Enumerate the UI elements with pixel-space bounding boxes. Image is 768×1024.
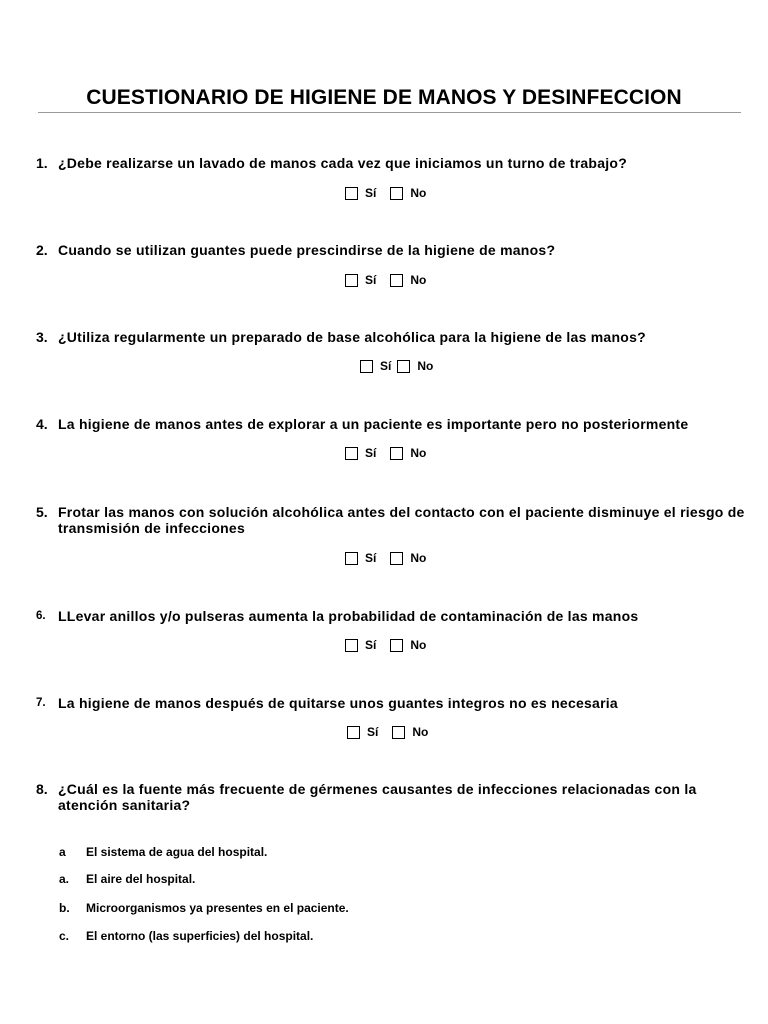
yes-label: Sí xyxy=(365,638,377,652)
yes-label: Sí xyxy=(367,725,379,739)
question-5 xyxy=(36,504,746,536)
checkbox-yes[interactable] xyxy=(360,360,373,373)
answer-text: El entorno (las superficies) del hospital. xyxy=(86,929,314,943)
question-text: Frotar las manos con solución alcohólica antes del contacto con el paciente disminuye el riesgo de transmisión de infecciones xyxy=(58,504,745,536)
no-label: No xyxy=(410,638,427,652)
checkbox-no[interactable] xyxy=(397,360,410,373)
no-label: No xyxy=(410,186,427,200)
question-number: 5. xyxy=(36,504,48,520)
question-8 xyxy=(36,781,746,813)
answer-text: El aire del hospital. xyxy=(86,872,196,886)
question-text: ¿Debe realizarse un lavado de manos cada vez que iniciamos un turno de trabajo? xyxy=(58,155,628,171)
answer-option[interactable] xyxy=(59,872,195,886)
question-7-options xyxy=(347,724,428,740)
question-1-options xyxy=(345,185,426,201)
checkbox-yes[interactable] xyxy=(345,639,358,652)
answer-text: Microorganismos ya presentes en el paciente. xyxy=(86,901,349,915)
question-text: La higiene de manos después de quitarse unos guantes integros no es necesaria xyxy=(58,695,618,711)
page-title: CUESTIONARIO DE HIGIENE DE MANOS Y DESINFECCION xyxy=(86,86,682,109)
question-4-options xyxy=(345,445,426,461)
question-6-options xyxy=(345,637,426,653)
question-2 xyxy=(36,242,746,258)
answer-text: El sistema de agua del hospital. xyxy=(86,845,268,859)
question-number: 1. xyxy=(36,155,48,171)
question-7 xyxy=(36,695,746,711)
no-label: No xyxy=(410,551,427,565)
checkbox-no[interactable] xyxy=(390,447,403,460)
no-label: No xyxy=(417,359,434,373)
question-text: Cuando se utilizan guantes puede prescindirse de la higiene de manos? xyxy=(58,242,556,258)
question-number: 4. xyxy=(36,416,48,432)
answer-letter: b. xyxy=(59,901,70,915)
question-2-options xyxy=(345,272,426,288)
yes-label: Sí xyxy=(365,551,377,565)
answer-option[interactable] xyxy=(59,901,349,915)
question-3 xyxy=(36,329,746,345)
checkbox-no[interactable] xyxy=(390,274,403,287)
checkbox-yes[interactable] xyxy=(345,187,358,200)
checkbox-yes[interactable] xyxy=(345,552,358,565)
checkbox-no[interactable] xyxy=(392,726,405,739)
question-text: La higiene de manos antes de explorar a un paciente es importante pero no posteriormente xyxy=(58,416,689,432)
answer-letter: a. xyxy=(59,872,70,886)
checkbox-no[interactable] xyxy=(390,552,403,565)
question-text: LLevar anillos y/o pulseras aumenta la probabilidad de contaminación de las manos xyxy=(58,608,639,624)
answer-option[interactable] xyxy=(59,845,267,859)
yes-label: Sí xyxy=(365,446,377,460)
yes-label: Sí xyxy=(365,186,377,200)
no-label: No xyxy=(412,725,429,739)
answer-option[interactable] xyxy=(59,929,313,943)
no-label: No xyxy=(410,446,427,460)
question-number: 7. xyxy=(36,697,46,709)
checkbox-yes[interactable] xyxy=(347,726,360,739)
question-4 xyxy=(36,416,746,432)
no-label: No xyxy=(410,273,427,287)
question-5-options xyxy=(345,550,426,566)
checkbox-yes[interactable] xyxy=(345,274,358,287)
checkbox-yes[interactable] xyxy=(345,447,358,460)
answer-letter: c. xyxy=(59,929,70,943)
question-number: 6. xyxy=(36,610,46,622)
yes-label: Sí xyxy=(380,359,392,373)
question-number: 8. xyxy=(36,781,48,797)
question-6 xyxy=(36,608,746,624)
yes-label: Sí xyxy=(365,273,377,287)
question-text: ¿Cuál es la fuente más frecuente de gérmenes causantes de infecciones relacionadas con la atención sanitaria? xyxy=(58,781,697,813)
question-number: 3. xyxy=(36,329,48,345)
title-divider xyxy=(38,112,741,113)
checkbox-no[interactable] xyxy=(390,187,403,200)
question-text: ¿Utiliza regularmente un preparado de base alcohólica para la higiene de las manos? xyxy=(58,329,646,345)
question-3-options xyxy=(360,358,433,374)
checkbox-no[interactable] xyxy=(390,639,403,652)
question-1 xyxy=(36,155,746,171)
answer-letter: a xyxy=(59,845,66,859)
question-number: 2. xyxy=(36,242,48,258)
